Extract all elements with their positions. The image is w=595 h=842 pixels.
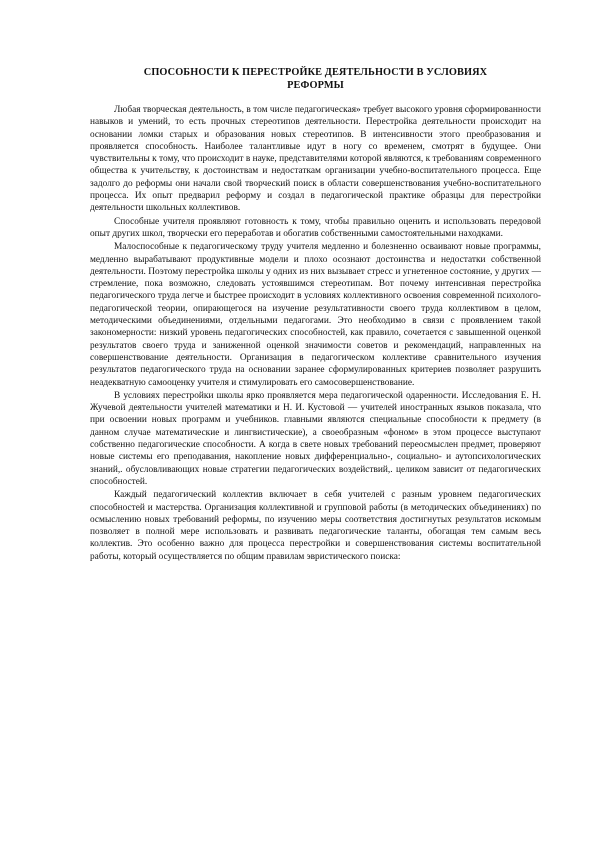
- title-line-1: СПОСОБНОСТИ К ПЕРЕСТРОЙКЕ ДЕЯТЕЛЬНОСТИ В УСЛОВИЯХ: [143, 67, 488, 78]
- paragraph-3: Малоспособные к педагогическому труду учителя медленно и болезненно осваивают новые программы, медленно вырабатывают продуктивные модели и плохо осознают достоинства и недостатки собственной деятельности. Поэтому перестройка школы у одних из них вызывает стресс и угнетенное состояние, у других — стремление, пока возможно, следовать устоявшимся стереотипам. Вот почему интенсивная перестройка педагогического труда легче и быстрее происходит в условиях коллективного освоения современной психолого-педагогической теории, опирающегося на изучение результативности своего труда коллективом в целом, методическими объединениями, отдельными педагогами. Это необходимо в связи с проявлением такой закономерности: низкий уровень педагогических способностей, как правило, сочетается с завышенной оценкой результатов своего труда и заниженной оценкой значимости советов и рекомендаций, направленных на совершенствование деятельности. Организация в педагогическом коллективе сравнительного изучения результатов педагогического труда на основании заранее сформулированных критериев позволяет разрушить неадекватную самооценку учителя и стимулировать его самосовершенствование.: [90, 242, 541, 388]
- paragraph-1: Любая творческая деятельность, в том числе педагогическая» требует высокого уровня сформированности навыков и умений, то есть прочных стереотипов деятельности. Перестройка деятельности происходит на основании ломки старых и образования новых стереотипов. В интенсивности этого преобразования и проявляется способность. Наиболее талантливые идут в ногу со временем, смотрят в будущее. Они чувствительны к тому, что происходит в науке, представителями которой являются, к требованиям современного общества к учительству, к достоинствам и недостаткам организации учебно-воспитательного процесса. Еще задолго до реформы они начали свой творческий поиск в области совершенствования учебно-воспитательного процесса. Их опыт предварил реформу и создал в педагогической практике образцы для перестройки деятельности школьных коллективов.: [90, 105, 541, 214]
- document-title: [90, 66, 541, 92]
- paragraph-2: Способные учителя проявляют готовность к тому, чтобы правильно оценить и использовать передовой опыт других школ, творчески его переработав и обогатив собственными самостоятельными находками.: [90, 216, 541, 239]
- title-line-2: РЕФОРМЫ: [287, 80, 344, 91]
- paragraph-4: В условиях перестройки школы ярко проявляется мера педагогической одаренности. Исследования Е. Н. Жучевой деятельности учителей математики и Н. И. Кустовой — учителей иностранных языков показала, что при освоении новых программ и учебников. главными являются специальные способности к предмету (в данном случае математические и лингвистические), а своеобразным «фоном» в этом процессе выступают собственно педагогические способности. А когда в свете новых требований переосмыслен предмет, проверяют новые системы его преподавания, накопление новых дифференциально-, социально- и аутопсихологических знаний,. обусловливающих новые стратегии педагогических воздействий,. целиком зависит от педагогических способностей.: [90, 390, 541, 487]
- paragraph-5: Каждый педагогический коллектив включает в себя учителей с разным уровнем педагогических способностей и мастерства. Организация коллективной и групповой работы (в методических объединениях) по осмыслению новых требований реформы, по изучению меры соответствия достигнутых результатов искомым позволяет в полной мере использовать и развивать педагогические таланты, обогащая тем самым весь коллектив. Это особенно важно для процесса перестройки и совершенствования системы воспитательной работы, который осуществляется по общим правилам эвристического поиска:: [90, 490, 541, 562]
